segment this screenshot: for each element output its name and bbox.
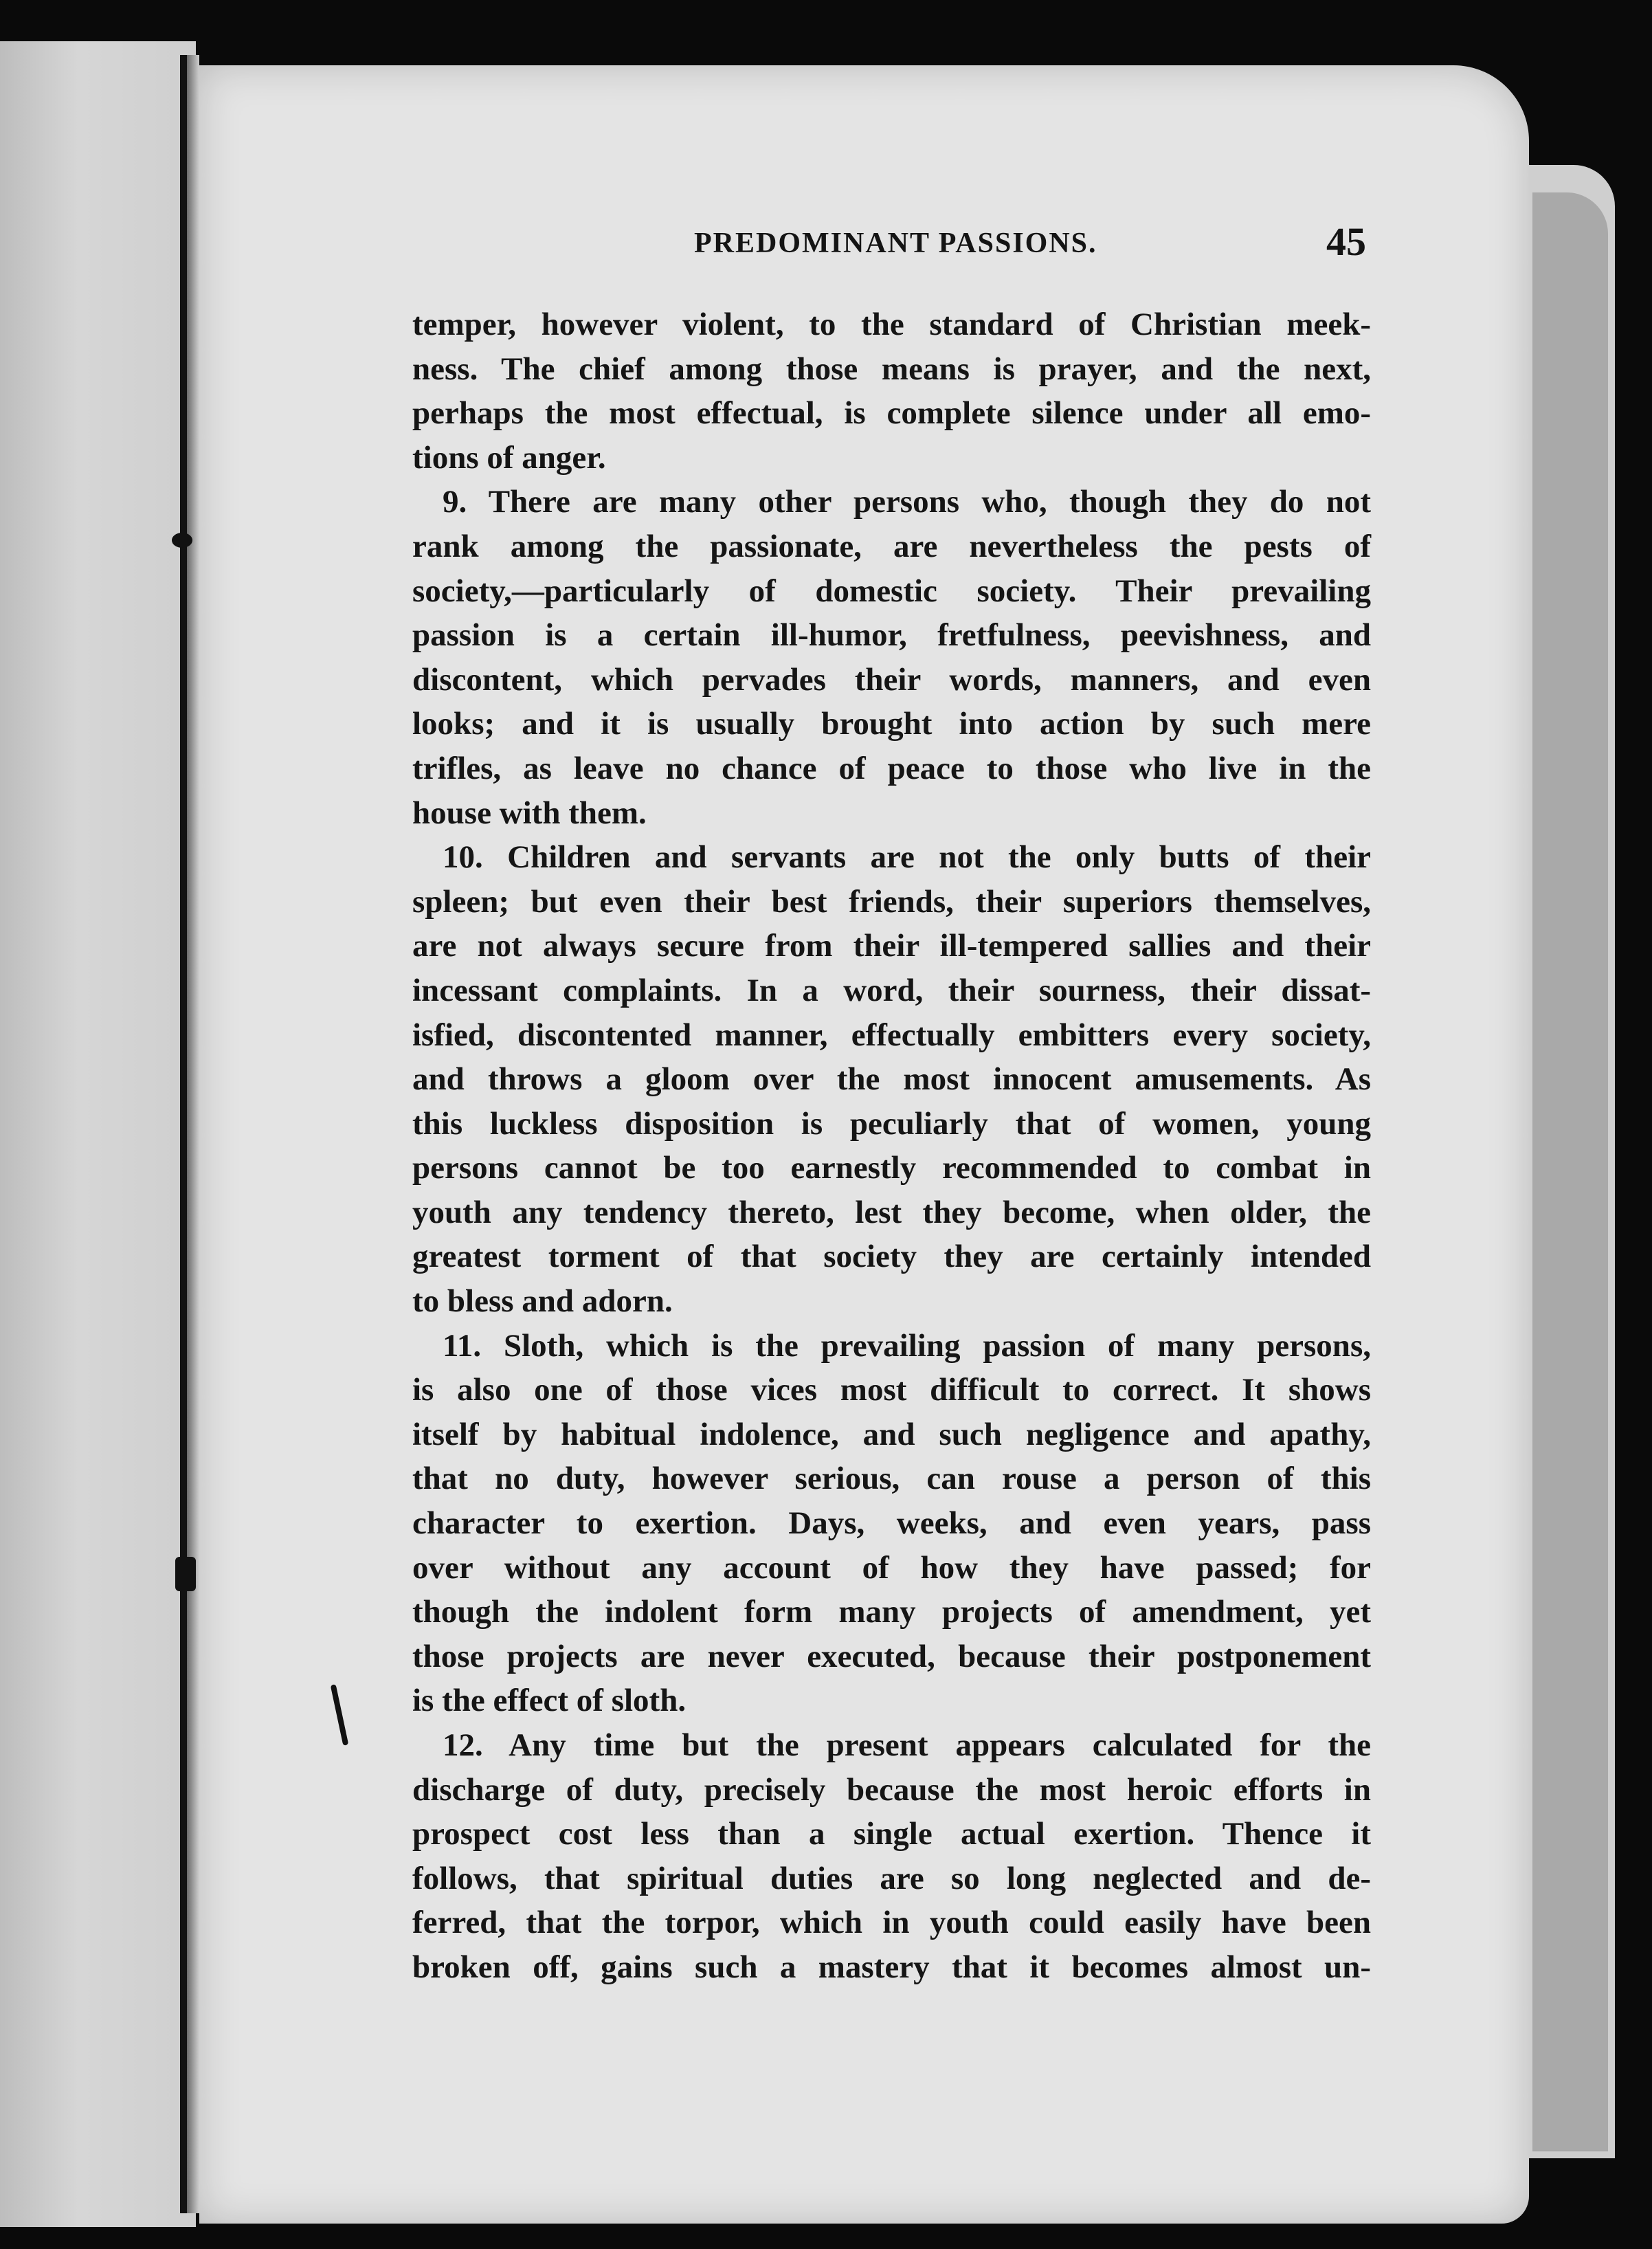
text-line: over without any account of how they have passed; for [412,1549,1371,1586]
text-line: temper, however violent, to the standard of Christian meek- [412,307,1371,342]
text-line: discontent, which pervades their words, manners, and even [412,661,1371,698]
text-line: spleen; but even their best friends, their superiors themselves, [412,883,1371,920]
page-number: 45 [1326,219,1366,264]
text-line: ferred, that the torpor, which in youth could easily have been [412,1905,1371,1941]
text-line: society,—particularly of domestic society. Their prevailing [412,573,1371,609]
text-line: are not always secure from their ill-tempered sallies and their [412,928,1371,964]
text-line: tions of anger. [412,439,606,476]
text-line: is the effect of sloth. [412,1683,687,1719]
text-line: youth any tendency thereto, lest they become, when older, the [412,1194,1371,1230]
text-line: 9. There are many other persons who, though they do not [443,484,1371,520]
text-line: isfied, discontented manner, effectually embitters every society, [412,1017,1371,1053]
text-line: passion is a certain ill-humor, fretfulness, peevishness, and [412,617,1371,654]
text-line: is also one of those vices most difficult to correct. It shows [412,1372,1371,1408]
text-line: and throws a gloom over the most innocent amusements. As [412,1061,1371,1098]
text-line: prospect cost less than a single actual exertion. Thence it [412,1816,1371,1852]
text-line: those projects are never executed, because their postponement [412,1638,1371,1674]
text-line: broken off, gains such a mastery that it becomes almost un- [412,1949,1371,1985]
text-line: ness. The chief among those means is prayer, and the next, [412,351,1371,387]
text-line: trifles, as leave no chance of peace to those who live in the [412,750,1371,786]
running-head: PREDOMINANT PASSIONS. [694,228,1097,259]
margin-ink-mark [175,1557,196,1591]
text-line: itself by habitual indolence, and such negligence and apathy, [412,1416,1371,1452]
text-line: perhaps the most effectual, is complete silence under all emo- [412,395,1371,432]
gutter-shadow [187,55,199,2213]
text-line: 11. Sloth, which is the prevailing passion of many persons, [443,1327,1371,1364]
text-line: character to exertion. Days, weeks, and even years, pass [412,1505,1371,1542]
text-line: persons cannot be too earnestly recommended to combat in [412,1150,1371,1186]
text-line: 10. Children and servants are not the only butts of their [443,839,1371,876]
page-stack-edge-inner [1532,192,1608,2151]
text-line: rank among the passionate, are nevertheless the pests of [412,528,1371,564]
text-line: discharge of duty, precisely because the most heroic efforts in [412,1771,1371,1808]
text-line: 12. Any time but the present appears calculated for the [443,1727,1371,1763]
text-line: incessant complaints. In a word, their sourness, their dissat- [412,972,1371,1008]
facing-page-edge [0,41,196,2227]
text-line: looks; and it is usually brought into action by such mere [412,706,1371,742]
text-line: that no duty, however serious, can rouse a person of this [412,1461,1371,1497]
body-text [412,302,1371,1990]
text-line: follows, that spiritual duties are so long neglected and de- [412,1860,1371,1896]
text-line: house with them. [412,795,647,831]
text-line: this luckless disposition is peculiarly that of women, young [412,1105,1371,1142]
text-line: greatest torment of that society they are certainly intended [412,1239,1371,1275]
margin-ink-mark [172,533,192,548]
text-line: though the indolent form many projects of amendment, yet [412,1594,1371,1630]
binding-gutter [180,55,187,2213]
text-line: to bless and adorn. [412,1283,673,1320]
